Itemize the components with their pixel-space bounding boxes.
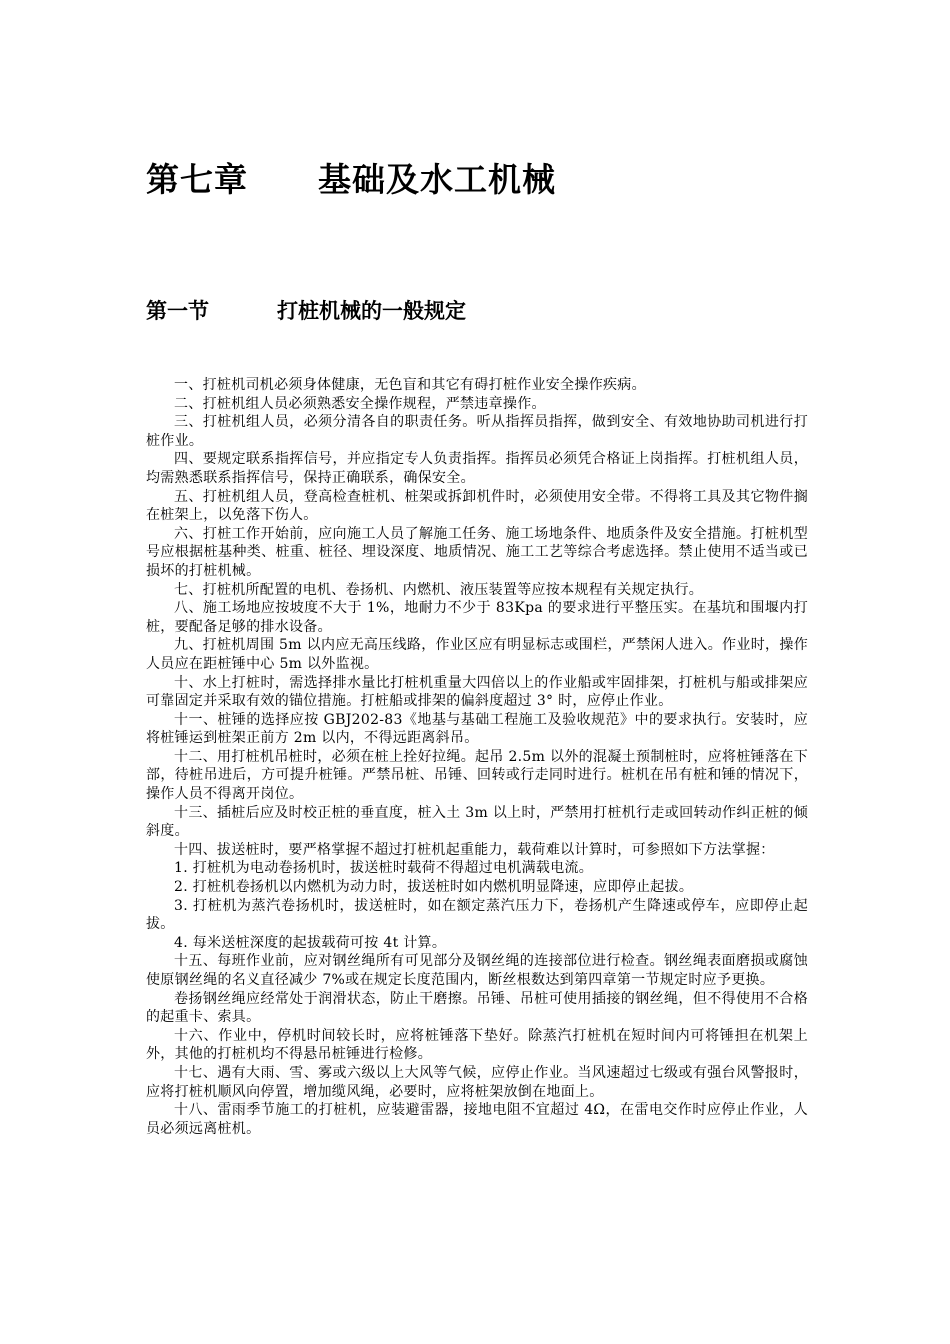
body-text <box>146 376 808 1138</box>
paragraph: 四、要规定联系指挥信号，并应指定专人负责指挥。指挥员必须凭合格证上岗指挥。打桩机组人员，均需熟悉联系指挥信号，保持正确联系，确保安全。 <box>146 451 808 486</box>
paragraph: 九、打桩机周围 5m 以内应无高压线路，作业区应有明显标志或围栏，严禁闲人进入。作业时，操作人员应在距桩锤中心 5m 以外监视。 <box>146 637 808 672</box>
paragraph: 六、打桩工作开始前，应向施工人员了解施工任务、施工场地条件、地质条件及安全措施。打桩机型号应根据桩基种类、桩重、桩径、埋设深度、地质情况、施工工艺等综合考虑选择。禁止使用不适当或已损坏的打桩机械。 <box>146 525 808 579</box>
paragraph: 一、打桩机司机必须身体健康，无色盲和其它有碍打桩作业安全操作疾病。 <box>174 377 646 393</box>
paragraph: 十六、作业中，停机时间较长时，应将桩锤落下垫好。除蒸汽打桩机在短时间内可将锤担在机架上外，其他的打桩机均不得悬吊桩锤进行检修。 <box>146 1027 808 1063</box>
paragraph: 十三、插桩后应及时校正桩的垂直度，桩入土 3m 以上时，严禁用打桩机行走或回转动作纠正桩的倾斜度。 <box>146 804 808 840</box>
section-heading <box>146 296 466 326</box>
paragraph: 卷扬钢丝绳应经常处于润滑状态，防止干磨擦。吊锤、吊桩可使用插接的钢丝绳，但不得使用不合格的起重卡、索具。 <box>146 990 808 1026</box>
paragraph: 十五、每班作业前，应对钢丝绳所有可见部分及钢丝绳的连接部位进行检查。钢丝绳表面磨损或腐蚀使原钢丝绳的名义直径减少 7%或在规定长度范围内，断丝根数达到第四章第一节规定时应予更换。 <box>146 953 808 988</box>
paragraph: 二、打桩机组人员必须熟悉安全操作规程，严禁违章操作。 <box>174 395 546 412</box>
section-number: 第一节 <box>146 299 209 323</box>
paragraph: 八、施工场地应按坡度不大于 1%，地耐力不少于 83Kpa 的要求进行平整压实。在基坑和围堰内打桩，要配备足够的排水设备。 <box>146 600 808 635</box>
list-item: 2. 打桩机卷扬机以内燃机为动力时，拔送桩时如内燃机明显降速，应即停止起拔。 <box>174 879 694 896</box>
list-item: 1. 打桩机为电动卷扬机时，拔送桩时载荷不得超过电机满载电流。 <box>174 860 594 877</box>
paragraph: 十一、桩锤的选择应按 GBJ202-83《地基与基础工程施工及验收规范》中的要求执行。安装时，应将桩锤运到桩架正前方 2m 以内，不得远距离斜吊。 <box>146 711 808 747</box>
chapter-title: 基础及水工机械 <box>318 160 556 199</box>
paragraph: 十八、雷雨季节施工的打桩机，应装避雷器，接地电阻不宜超过 4Ω，在雷电交作时应停止作业，人员必须远离桩机。 <box>146 1102 808 1137</box>
chapter-number: 第七章 <box>146 160 248 199</box>
chapter-heading <box>146 160 556 200</box>
paragraph: 十二、用打桩机吊桩时，必须在桩上拴好拉绳。起吊 2.5m 以外的混凝土预制桩时，应将桩锤落在下部，待桩吊进后，方可提升桩锤。严禁吊桩、吊锤、回转或行走同时进行。桩机在吊有桩和锤的情况下，操作人员不得离开岗位。 <box>146 748 808 803</box>
paragraph: 十七、遇有大雨、雪、雾或六级以上大风等气候，应停止作业。当风速超过七级或有强台风警报时，应将打桩机顺风向停置，增加缆风绳，必要时，应将桩架放倒在地面上。 <box>146 1064 808 1100</box>
paragraph: 三、打桩机组人员，必须分清各自的职责任务。听从指挥员指挥，做到安全、有效地协助司机进行打桩作业。 <box>146 414 808 449</box>
paragraph: 五、打桩机组人员，登高检查桩机、桩架或拆卸机件时，必须使用安全带。不得将工具及其它物件搁在桩架上，以免落下伤人。 <box>146 488 808 524</box>
paragraph: 十四、拔送桩时，要严格掌握不超过打桩机起重能力，载荷难以计算时，可参照如下方法掌握： <box>174 841 775 858</box>
list-item: 3. 打桩机为蒸汽卷扬机时，拔送桩时，如在额定蒸汽压力下，卷扬机产生降速或停车，应即停止起拔。 <box>146 897 808 933</box>
paragraph: 十、水上打桩时，需选择排水量比打桩机重量大四倍以上的作业船或牢固排架，打桩机与船或排架应可靠固定并采取有效的锚位措施。打桩船或排架的偏斜度超过 3° 时，应停止作业。 <box>146 674 808 710</box>
section-title: 打桩机械的一般规定 <box>277 299 466 323</box>
list-item: 4. 每米送桩深度的起拔载荷可按 4t 计算。 <box>174 934 447 951</box>
paragraph: 七、打桩机所配置的电机、卷扬机、内燃机、液压装置等应按本规程有关规定执行。 <box>174 581 704 598</box>
